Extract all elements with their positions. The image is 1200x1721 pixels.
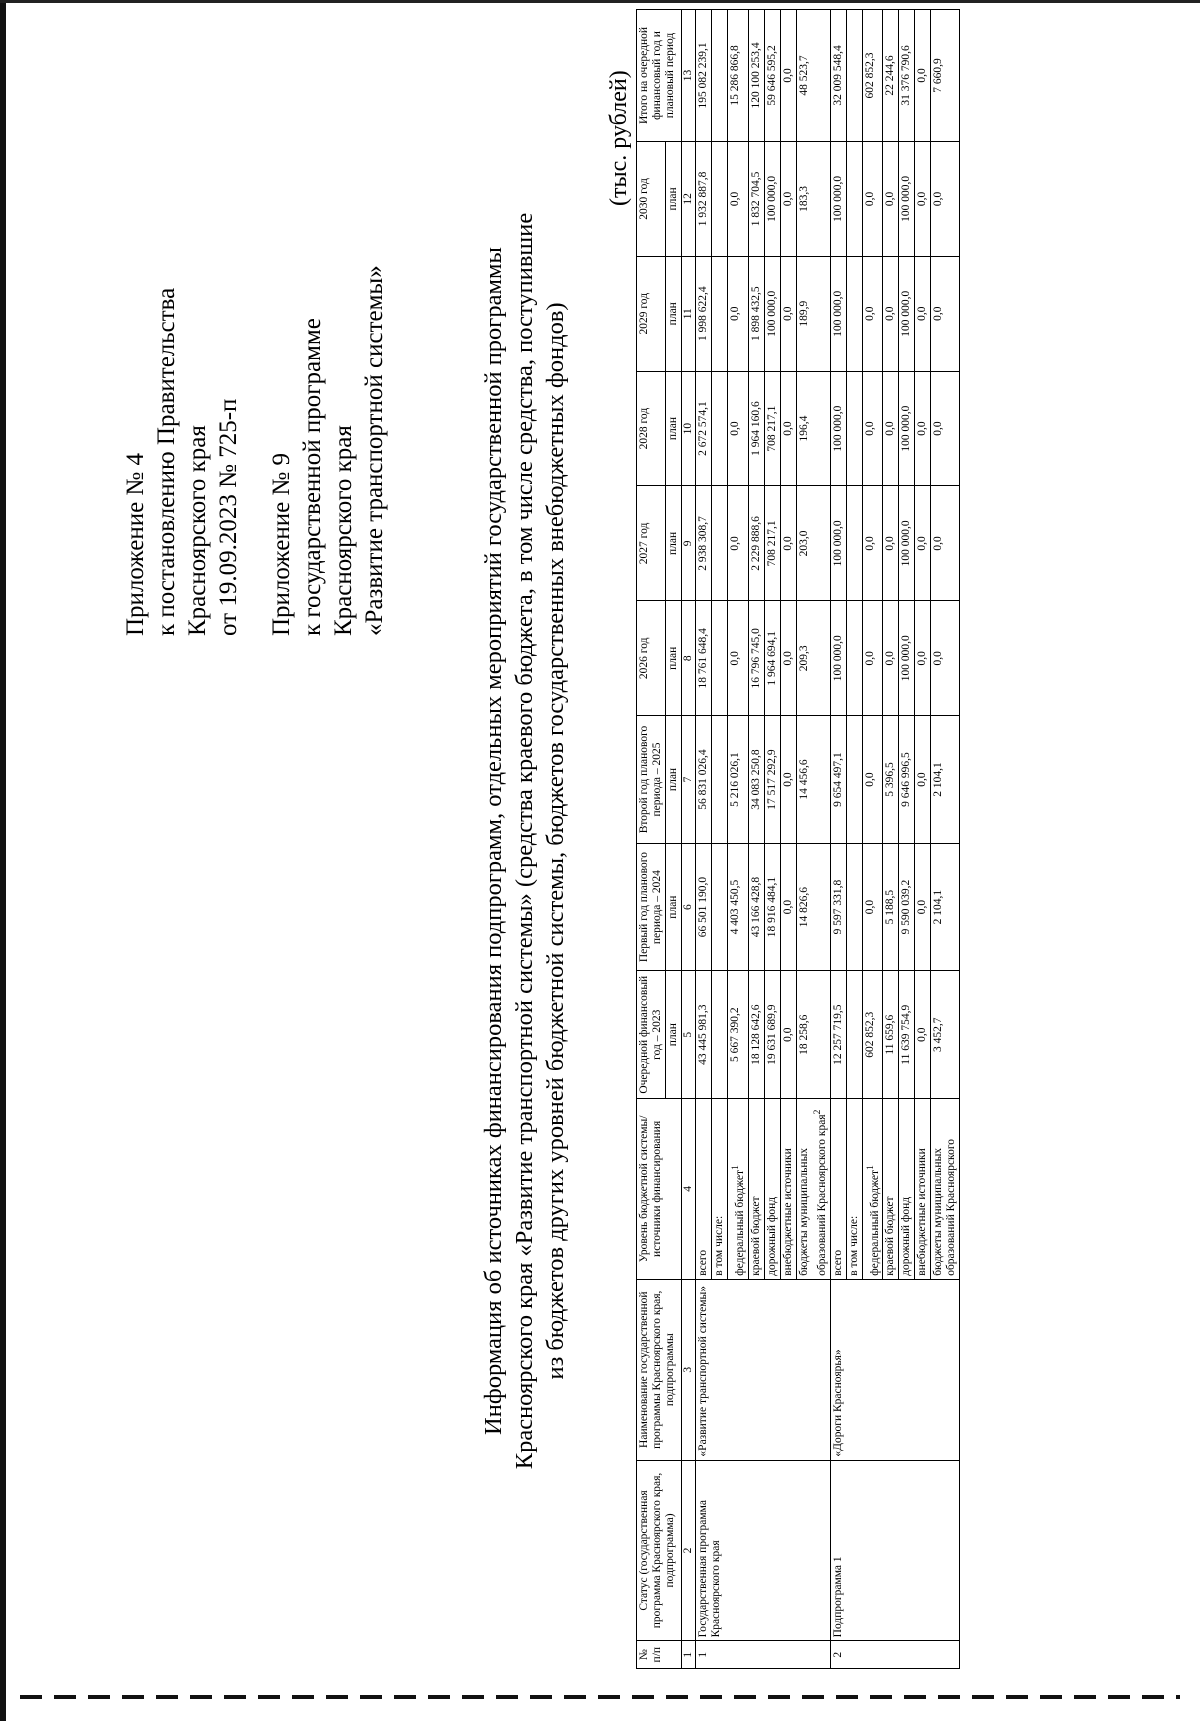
amount-cell: 0,0 <box>915 601 931 716</box>
appendix-line: к государственной программе <box>299 318 326 636</box>
plan-label: план <box>666 486 682 601</box>
approval-block <box>120 36 390 636</box>
amount-cell: 1 964 694,1 <box>764 601 780 716</box>
header-2024: Первый год планового периода – 2024 <box>637 843 666 971</box>
amount-cell: 0,0 <box>728 371 749 486</box>
amount-cell <box>712 486 728 601</box>
header-2025: Второй год планового периода – 2025 <box>637 716 666 844</box>
row-number: 2 <box>830 1641 960 1669</box>
amount-cell: 9 590 039,2 <box>899 843 915 971</box>
amount-cell: 0,0 <box>883 141 899 256</box>
column-number: 3 <box>682 1279 696 1460</box>
amount-cell: 22 244,6 <box>883 10 899 142</box>
amount-cell: 0,0 <box>915 371 931 486</box>
row-status: Государственная программа Красноярского края <box>696 1460 831 1641</box>
amount-cell: 100 000,0 <box>764 141 780 256</box>
document-title <box>478 191 571 1491</box>
funding-level: краевой бюджет <box>883 1099 899 1280</box>
plan-label: план <box>666 601 682 716</box>
amount-cell: 0,0 <box>862 601 883 716</box>
table-row <box>696 10 712 1669</box>
appendix-line: «Развитие транспортной системы» <box>361 265 388 636</box>
column-number: 6 <box>682 843 696 971</box>
amount-cell: 16 796 745,0 <box>748 601 764 716</box>
amount-cell: 0,0 <box>883 371 899 486</box>
amount-cell: 1 898 432,5 <box>748 256 764 371</box>
amount-cell: 0,0 <box>915 486 931 601</box>
amount-cell: 0,0 <box>915 141 931 256</box>
funding-level: внебюджетные источники <box>780 1099 796 1280</box>
amount-cell: 1 932 887,8 <box>696 141 712 256</box>
amount-cell: 32 009 548,4 <box>830 10 846 142</box>
funding-level: бюджеты муниципальных образований Красноярского края$^2$ <box>796 1099 830 1280</box>
amount-cell <box>846 971 862 1099</box>
amount-cell: 602 852,3 <box>862 10 883 142</box>
amount-cell: 56 831 026,4 <box>696 716 712 844</box>
funding-level: дорожный фонд <box>764 1099 780 1280</box>
row-number: 1 <box>696 1641 831 1669</box>
amount-cell <box>846 716 862 844</box>
amount-cell <box>712 371 728 486</box>
amount-cell: 0,0 <box>862 716 883 844</box>
amount-cell: 209,3 <box>796 601 830 716</box>
column-number: 10 <box>682 371 696 486</box>
funding-level: федеральный бюджет$^1$ <box>862 1099 883 1280</box>
header-2023: Очередной финансовый год – 2023 <box>637 971 666 1099</box>
amount-cell: 708 217,1 <box>764 371 780 486</box>
plan-label: план <box>666 256 682 371</box>
amount-cell: 100 000,0 <box>830 141 846 256</box>
column-number: 12 <box>682 141 696 256</box>
amount-cell: 14 826,6 <box>796 843 830 971</box>
amount-cell: 0,0 <box>728 601 749 716</box>
amount-cell: 100 000,0 <box>830 371 846 486</box>
funding-level: дорожный фонд <box>899 1099 915 1280</box>
amount-cell: 43 166 428,8 <box>748 843 764 971</box>
amount-cell: 195 082 239,1 <box>696 10 712 142</box>
amount-cell: 1 832 704,5 <box>748 141 764 256</box>
amount-cell: 11 639 754,9 <box>899 971 915 1099</box>
amount-cell: 100 000,0 <box>764 256 780 371</box>
column-number: 4 <box>682 1099 696 1280</box>
amount-cell: 0,0 <box>728 486 749 601</box>
plan-label: план <box>666 141 682 256</box>
amount-cell: 100 000,0 <box>830 601 846 716</box>
amount-cell: 0,0 <box>931 486 960 601</box>
amount-cell: 0,0 <box>780 486 796 601</box>
amount-cell: 18 761 648,4 <box>696 601 712 716</box>
amount-cell: 18 128 642,6 <box>748 971 764 1099</box>
financing-table <box>636 9 960 1669</box>
amount-cell: 602 852,3 <box>862 971 883 1099</box>
amount-cell: 0,0 <box>780 10 796 142</box>
amount-cell <box>712 141 728 256</box>
header-2026: 2026 год <box>637 601 666 716</box>
amount-cell: 189,9 <box>796 256 830 371</box>
title-line: Информация об источниках финансирования подпрограмм, отдельных мероприятий государственной программы <box>480 247 507 1435</box>
amount-cell: 43 445 981,3 <box>696 971 712 1099</box>
column-number: 5 <box>682 971 696 1099</box>
column-numbers-row <box>682 10 696 1669</box>
approval-line: от 19.09.2023 № 725-п <box>215 398 242 636</box>
amount-cell: 66 501 190,0 <box>696 843 712 971</box>
funding-level: внебюджетные источники <box>915 1099 931 1280</box>
amount-cell: 100 000,0 <box>899 141 915 256</box>
row-name: «Дороги Красноярья» <box>830 1279 960 1460</box>
approval-line: к постановлению Правительства <box>153 287 180 636</box>
amount-cell: 9 646 996,5 <box>899 716 915 844</box>
title-line: из бюджетов других уровней бюджетной системы, бюджетов государственных внебюджетных фондов) <box>542 302 569 1380</box>
amount-cell: 0,0 <box>931 141 960 256</box>
funding-level: бюджеты муниципальных образований Красноярского <box>931 1099 960 1280</box>
amount-cell <box>712 601 728 716</box>
funding-level: в том числе: <box>712 1099 728 1280</box>
amount-cell: 100 000,0 <box>899 256 915 371</box>
header-level: Уровень бюджетной системы/источники финансирования <box>637 1099 682 1280</box>
amount-cell: 0,0 <box>883 601 899 716</box>
column-number: 1 <box>682 1641 696 1669</box>
column-number: 8 <box>682 601 696 716</box>
funding-level: в том числе: <box>846 1099 862 1280</box>
amount-cell: 34 083 250,8 <box>748 716 764 844</box>
amount-cell: 0,0 <box>780 971 796 1099</box>
column-number: 13 <box>682 10 696 142</box>
amount-cell: 3 452,7 <box>931 971 960 1099</box>
amount-cell <box>712 971 728 1099</box>
header-2030: 2030 год <box>637 141 666 256</box>
amount-cell <box>846 486 862 601</box>
plan-label: план <box>666 971 682 1099</box>
header-2029: 2029 год <box>637 256 666 371</box>
footnote-mark: 1 <box>864 1165 876 1170</box>
appendix-line: Красноярского края <box>330 425 357 636</box>
amount-cell: 0,0 <box>780 141 796 256</box>
plan-label: план <box>666 716 682 844</box>
amount-cell: 0,0 <box>915 256 931 371</box>
amount-cell: 0,0 <box>883 486 899 601</box>
amount-cell: 9 654 497,1 <box>830 716 846 844</box>
amount-cell: 0,0 <box>862 371 883 486</box>
amount-cell: 0,0 <box>862 486 883 601</box>
row-status: Подпрограмма 1 <box>830 1460 960 1641</box>
amount-cell: 203,0 <box>796 486 830 601</box>
funding-level: краевой бюджет <box>748 1099 764 1280</box>
amount-cell: 2 672 574,1 <box>696 371 712 486</box>
title-line: Красноярского края «Развитие транспортной системы» (средства краевого бюджета, в том числе средства, поступившие <box>511 212 538 1470</box>
amount-cell: 15 286 866,8 <box>728 10 749 142</box>
amount-cell: 0,0 <box>915 10 931 142</box>
amount-cell: 2 938 308,7 <box>696 486 712 601</box>
amount-cell: 1 964 160,6 <box>748 371 764 486</box>
amount-cell: 0,0 <box>862 256 883 371</box>
amount-cell: 0,0 <box>883 256 899 371</box>
amount-cell: 0,0 <box>780 256 796 371</box>
header-name: Наименование государственной программы Красноярского края, подпрограммы <box>637 1279 682 1460</box>
header-2028: 2028 год <box>637 371 666 486</box>
footnote-mark: 1 <box>730 1165 741 1170</box>
column-number: 2 <box>682 1460 696 1641</box>
header-row <box>637 10 666 1669</box>
funding-level: всего <box>696 1099 712 1280</box>
amount-cell: 11 659,6 <box>883 971 899 1099</box>
amount-cell: 708 217,1 <box>764 486 780 601</box>
appendix-line: Приложение № 9 <box>268 452 295 636</box>
amount-cell: 0,0 <box>780 716 796 844</box>
column-number: 11 <box>682 256 696 371</box>
plan-label: план <box>666 843 682 971</box>
amount-cell: 183,3 <box>796 141 830 256</box>
column-number: 9 <box>682 486 696 601</box>
amount-cell <box>712 10 728 142</box>
amount-cell: 5 188,5 <box>883 843 899 971</box>
amount-cell: 0,0 <box>728 256 749 371</box>
amount-cell <box>846 141 862 256</box>
amount-cell: 4 403 450,5 <box>728 843 749 971</box>
amount-cell: 120 100 253,4 <box>748 10 764 142</box>
amount-cell: 196,4 <box>796 371 830 486</box>
amount-cell: 2 104,1 <box>931 843 960 971</box>
amount-cell: 17 517 292,9 <box>764 716 780 844</box>
amount-cell: 0,0 <box>780 371 796 486</box>
amount-cell: 0,0 <box>780 843 796 971</box>
amount-cell: 100 000,0 <box>830 256 846 371</box>
amount-cell <box>712 256 728 371</box>
amount-cell: 0,0 <box>862 843 883 971</box>
header-num: № п/п <box>637 1641 682 1669</box>
column-number: 7 <box>682 716 696 844</box>
header-2027: 2027 год <box>637 486 666 601</box>
amount-cell: 7 660,9 <box>931 10 960 142</box>
approval-line: Красноярского края <box>184 425 211 636</box>
amount-cell: 9 597 331,8 <box>830 843 846 971</box>
header-status: Статус (государственная программа Красноярского края, подпрограмма) <box>637 1460 682 1641</box>
amount-cell: 31 376 790,6 <box>899 10 915 142</box>
amount-cell: 0,0 <box>915 716 931 844</box>
funding-level: всего <box>830 1099 846 1280</box>
amount-cell <box>846 256 862 371</box>
amount-cell: 0,0 <box>915 843 931 971</box>
amount-cell: 2 104,1 <box>931 716 960 844</box>
amount-cell: 2 229 888,6 <box>748 486 764 601</box>
amount-cell <box>712 716 728 844</box>
amount-cell: 100 000,0 <box>899 486 915 601</box>
amount-cell: 100 000,0 <box>899 601 915 716</box>
amount-cell <box>846 10 862 142</box>
header-total: Итого на очередной финансовый год и плановый период <box>637 10 682 142</box>
amount-cell: 0,0 <box>780 601 796 716</box>
unit-label: (тыс. рублей) <box>606 70 632 206</box>
amount-cell <box>846 843 862 971</box>
amount-cell: 0,0 <box>931 256 960 371</box>
amount-cell: 18 916 484,1 <box>764 843 780 971</box>
plan-label: план <box>666 371 682 486</box>
footnote-mark: 2 <box>811 1109 823 1115</box>
amount-cell: 0,0 <box>931 371 960 486</box>
amount-cell: 48 523,7 <box>796 10 830 142</box>
table-row <box>830 10 846 1669</box>
amount-cell <box>846 371 862 486</box>
amount-cell: 0,0 <box>862 141 883 256</box>
amount-cell: 0,0 <box>931 601 960 716</box>
amount-cell: 5 396,5 <box>883 716 899 844</box>
amount-cell: 14 456,6 <box>796 716 830 844</box>
amount-cell: 0,0 <box>728 141 749 256</box>
amount-cell <box>846 601 862 716</box>
funding-level: федеральный бюджет$^1$ <box>728 1099 749 1280</box>
amount-cell: 0,0 <box>915 971 931 1099</box>
amount-cell: 5 667 390,2 <box>728 971 749 1099</box>
amount-cell: 18 258,6 <box>796 971 830 1099</box>
amount-cell: 1 998 622,4 <box>696 256 712 371</box>
amount-cell: 12 257 719,5 <box>830 971 846 1099</box>
amount-cell: 100 000,0 <box>830 486 846 601</box>
amount-cell: 19 631 689,9 <box>764 971 780 1099</box>
amount-cell: 100 000,0 <box>899 371 915 486</box>
approval-line: Приложение № 4 <box>122 452 149 636</box>
amount-cell: 5 216 026,1 <box>728 716 749 844</box>
amount-cell <box>712 843 728 971</box>
row-name: «Развитие транспортной системы» <box>696 1279 831 1460</box>
amount-cell: 59 646 595,2 <box>764 10 780 142</box>
